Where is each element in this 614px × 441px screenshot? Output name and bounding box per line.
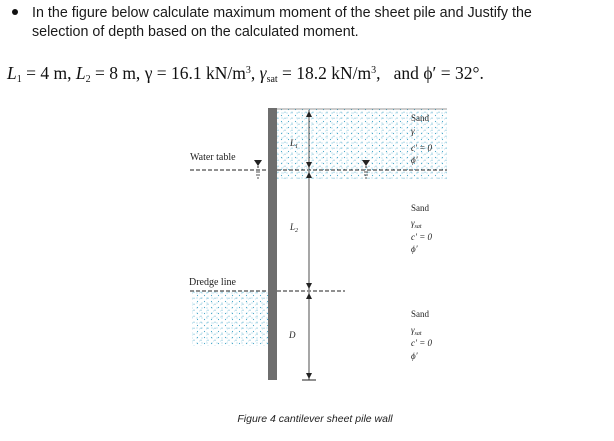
dredge-line-label: Dredge line <box>189 277 236 288</box>
layer2-name: Sand <box>411 203 429 213</box>
layer1-name: Sand <box>411 113 429 123</box>
l2-dimension-label: $L_2$ <box>290 222 299 234</box>
layer3-name: Sand <box>411 309 429 319</box>
layer1-phi: ϕ′ <box>411 155 418 165</box>
gamma-sat-sep: , <box>376 63 381 83</box>
dimension-l2 <box>306 171 312 290</box>
phi-value: ϕ′ = 32°. <box>423 63 484 83</box>
question-line-1: In the figure below calculate maximum moment of the sheet pile and Justify the <box>32 5 532 21</box>
layer3-cohesion: c′ = 0 <box>411 338 433 348</box>
gamma-sat-exp: 3 <box>371 65 377 76</box>
l2-symbol: L <box>75 63 86 83</box>
gamma-sat-symbol: γ <box>259 63 267 83</box>
l1-value: = 4 m, <box>26 63 72 83</box>
layer1-gamma: γ <box>411 126 415 136</box>
question-line-2: selection of depth based on the calculated moment. <box>32 24 359 40</box>
gamma-exp: 3 <box>245 65 251 76</box>
l2-value: = 8 m, <box>94 63 141 83</box>
water-table-label: Water table <box>190 152 236 163</box>
layer3-phi: ϕ′ <box>411 351 418 361</box>
water-table-symbol-left <box>254 160 262 178</box>
l1-dimension-label: $L_1$ <box>290 138 299 150</box>
and-word: and <box>393 63 419 83</box>
l1-sub: 1 <box>16 74 22 85</box>
layer2-gamma-sat: $\gamma_{sat}$ <box>411 218 422 230</box>
layer2-phi: ϕ′ <box>411 244 418 254</box>
layer1-cohesion: c′ = 0 <box>411 143 433 153</box>
gamma-sat-value: = 18.2 kN/m <box>282 63 372 83</box>
figure-caption: Figure 4 cantilever sheet pile wall <box>237 413 393 425</box>
gamma-sep: , <box>250 63 256 83</box>
dredge-soil-fill <box>192 291 268 346</box>
l1-symbol: L <box>7 63 17 83</box>
layer2-cohesion: c′ = 0 <box>411 232 433 242</box>
layer3-gamma-sat: $\gamma_{sat}$ <box>411 325 422 337</box>
dimension-d <box>302 292 316 380</box>
l2-sub: 2 <box>85 74 91 85</box>
sheet-pile <box>268 108 277 380</box>
gamma-value: γ = 16.1 kN/m <box>144 63 246 83</box>
gamma-sat-sub: sat <box>266 74 278 85</box>
d-dimension-label: D <box>289 330 296 340</box>
